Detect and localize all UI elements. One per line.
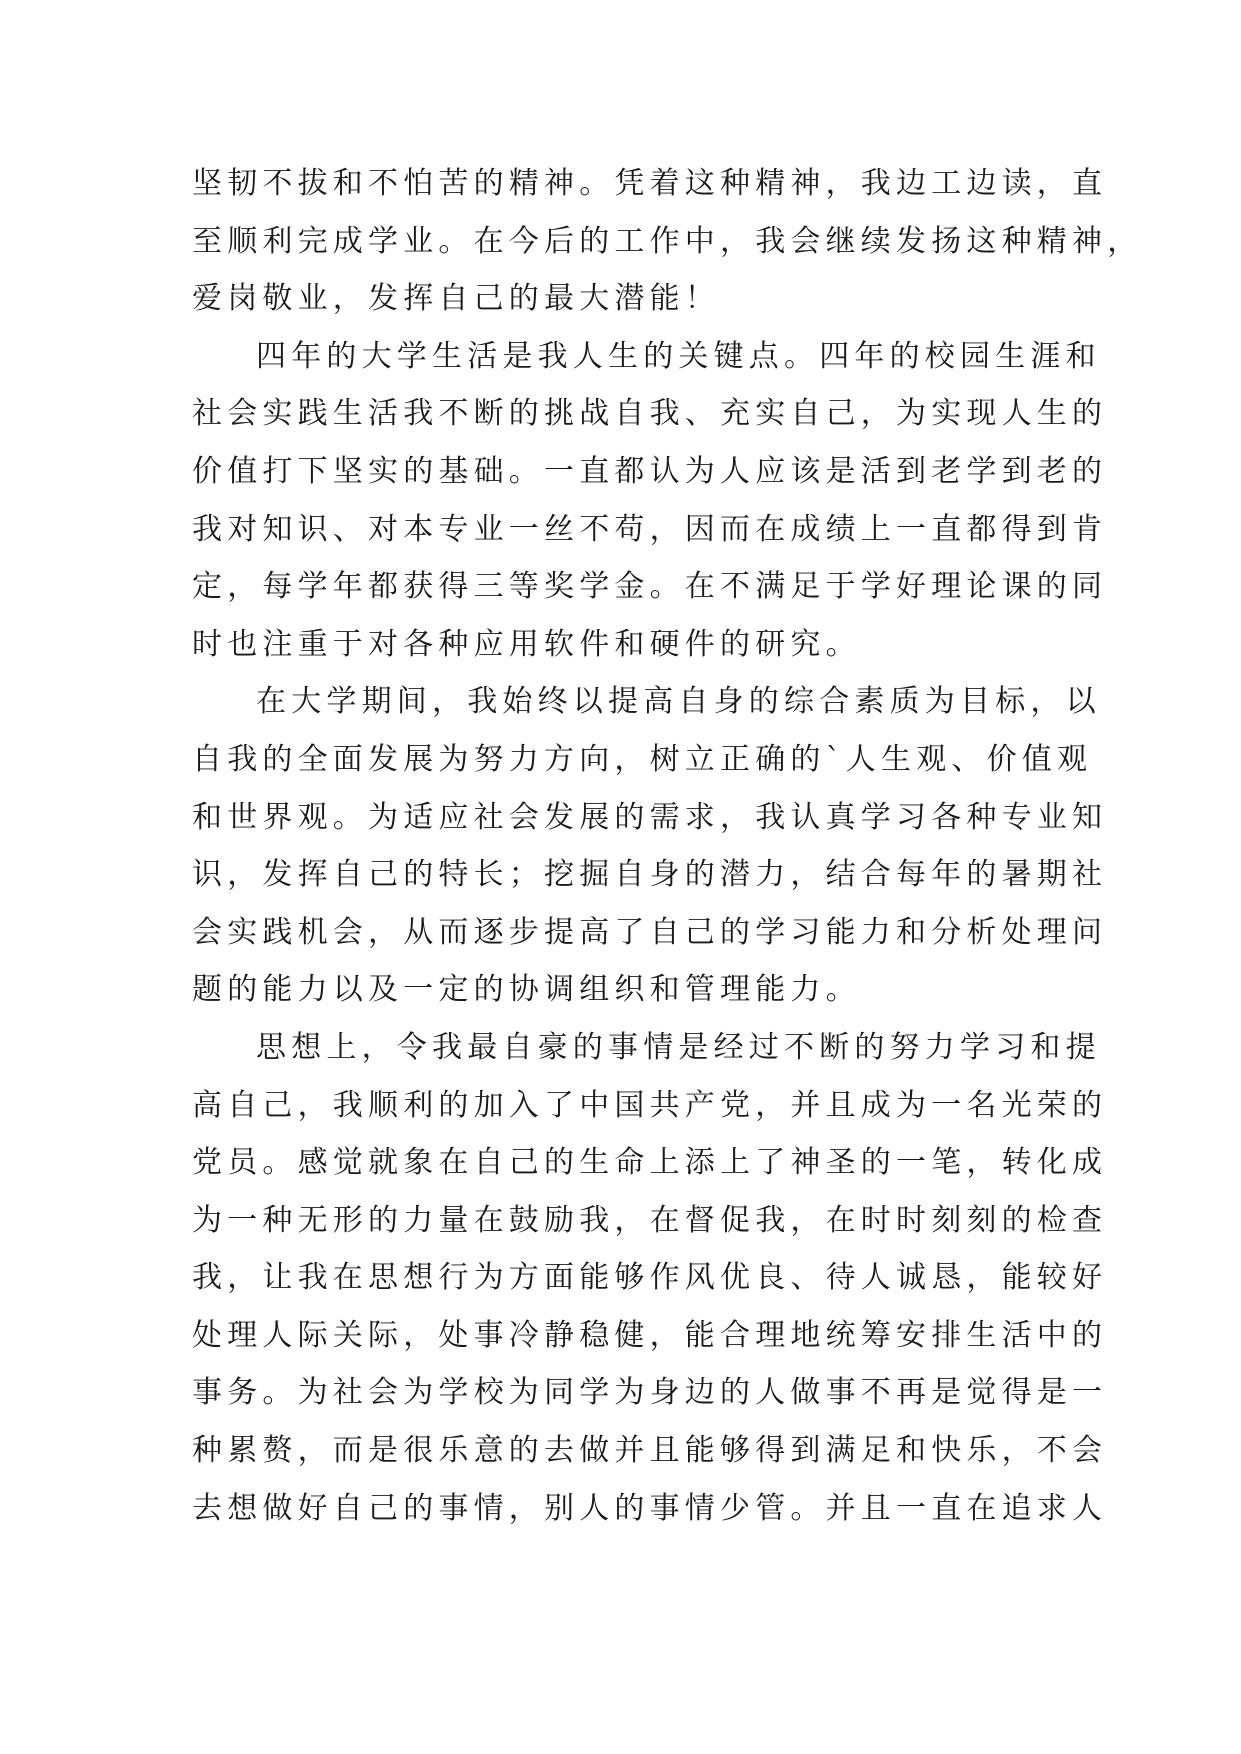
body-text — [192, 155, 1143, 1537]
text-line: 和世界观。为适应社会发展的需求，我认真学习各种专业知 — [192, 799, 1108, 835]
text-line: 社会实践生活我不断的挑战自我、充实自己，为实现人生的 — [192, 396, 1108, 432]
text-line: 会实践机会，从而逐步提高了自己的学习能力和分析处理问 — [192, 914, 1108, 950]
text-line: 事务。为社会为学校为同学为身边的人做事不再是觉得是一 — [192, 1375, 1108, 1411]
text-line: 题的能力以及一定的协调组织和管理能力。 — [192, 972, 861, 1008]
paragraph-first-line: 在大学期间，我始终以提高自身的综合素质为目标，以 — [256, 684, 1101, 720]
text-line: 为一种无形的力量在鼓励我，在督促我，在时时刻刻的检查 — [192, 1202, 1108, 1238]
text-line: 高自己，我顺利的加入了中国共产党，并且成为一名光荣的 — [192, 1087, 1108, 1123]
text-line: 爱岗敬业，发挥自己的最大潜能！ — [192, 281, 720, 317]
text-line: 种累赘，而是很乐意的去做并且能够得到满足和快乐，不会 — [192, 1433, 1108, 1469]
text-line: 我对知识、对本专业一丝不苟，因而在成绩上一直都得到肯 — [192, 511, 1108, 547]
text-line: 坚韧不拔和不怕苦的精神。凭着这种精神，我边工边读，直 — [192, 166, 1108, 201]
text-line: 我，让我在思想行为方面能够作风优良、待人诚恳，能较好 — [192, 1260, 1108, 1296]
text-line: 价值打下坚实的基础。一直都认为人应该是活到老学到老的 — [192, 453, 1108, 489]
text-line: 至顺利完成学业。在今后的工作中，我会继续发扬这种精神， — [192, 223, 1143, 259]
paragraph-first-line: 思想上，令我最自豪的事情是经过不断的努力学习和提 — [256, 1029, 1101, 1065]
text-line: 处理人际关际，处事冷静稳健，能合理地统筹安排生活中的 — [192, 1317, 1108, 1353]
paragraph-first-line: 四年的大学生活是我人生的关键点。四年的校园生涯和 — [256, 338, 1101, 374]
text-line: 党员。感觉就象在自己的生命上添上了神圣的一笔，转化成 — [192, 1145, 1108, 1181]
text-line: 识，发挥自己的特长；挖掘自身的潜力，结合每年的暑期社 — [192, 857, 1108, 893]
text-line: 时也注重于对各种应用软件和硬件的研究。 — [192, 626, 861, 662]
text-line: 去想做好自己的事情，别人的事情少管。并且一直在追求人 — [192, 1490, 1108, 1526]
text-line: 定，每学年都获得三等奖学金。在不满足于学好理论课的同 — [192, 569, 1108, 605]
text-line: 自我的全面发展为努力方向，树立正确的`人生观、价值观 — [192, 741, 1093, 777]
